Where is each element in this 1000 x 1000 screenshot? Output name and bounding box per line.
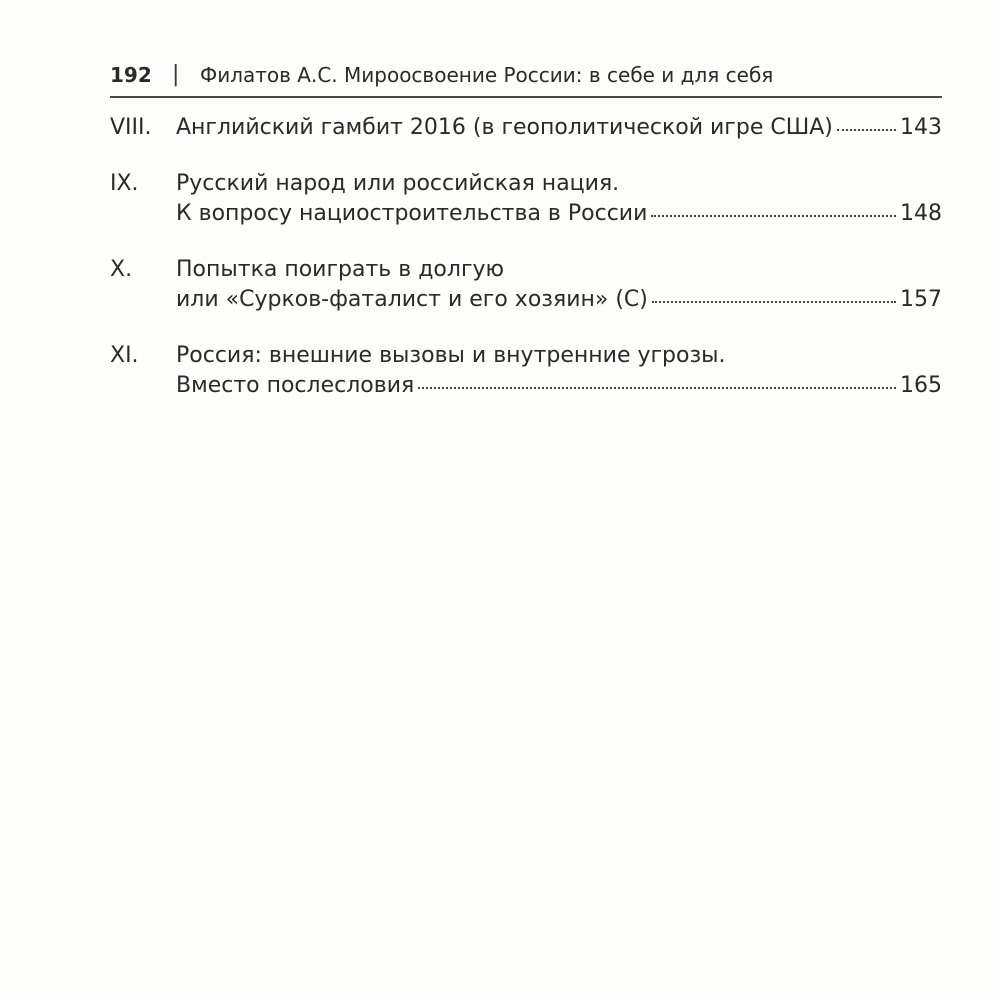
chapter-page-number: 143 [900, 115, 942, 140]
page-number: 192 [110, 63, 152, 87]
chapter-page-number: 165 [900, 373, 942, 398]
dot-leader [837, 129, 896, 131]
header-separator: | [172, 62, 180, 87]
chapter-page-number: 157 [900, 287, 942, 312]
chapter-title-line: Попытка поиграть в долгую [176, 257, 505, 282]
chapter-numeral: XI. [110, 343, 139, 368]
chapter-title-line: Россия: внешние вызовы и внутренние угрозы. [176, 343, 726, 368]
toc-entry-x [110, 255, 942, 315]
chapter-numeral: VIII. [110, 115, 152, 140]
toc-entry-viii [110, 113, 942, 143]
dot-leader [651, 215, 896, 217]
chapter-title-last-line: К вопросу нациостроительства в России [176, 201, 648, 226]
dot-leader [652, 301, 896, 303]
chapter-title-line: Русский народ или российская нация. [176, 171, 620, 196]
dot-leader [418, 387, 896, 389]
toc-entry-xi [110, 341, 942, 401]
toc-entry-ix [110, 169, 942, 229]
chapter-title-last-line: Вместо послесловия [176, 373, 415, 398]
chapter-numeral: IX. [110, 171, 139, 196]
page-header [110, 62, 942, 98]
chapter-numeral: X. [110, 257, 133, 282]
chapter-page-number: 148 [900, 201, 942, 226]
table-of-contents [110, 113, 942, 401]
running-head: Филатов А.С. Мироосвоение России: в себе и для себя [200, 63, 774, 87]
chapter-title-last-line: или «Сурков-фаталист и его хозяин» (С) [176, 287, 648, 312]
chapter-title: Английский гамбит 2016 (в геополитической игре США) [176, 115, 833, 140]
